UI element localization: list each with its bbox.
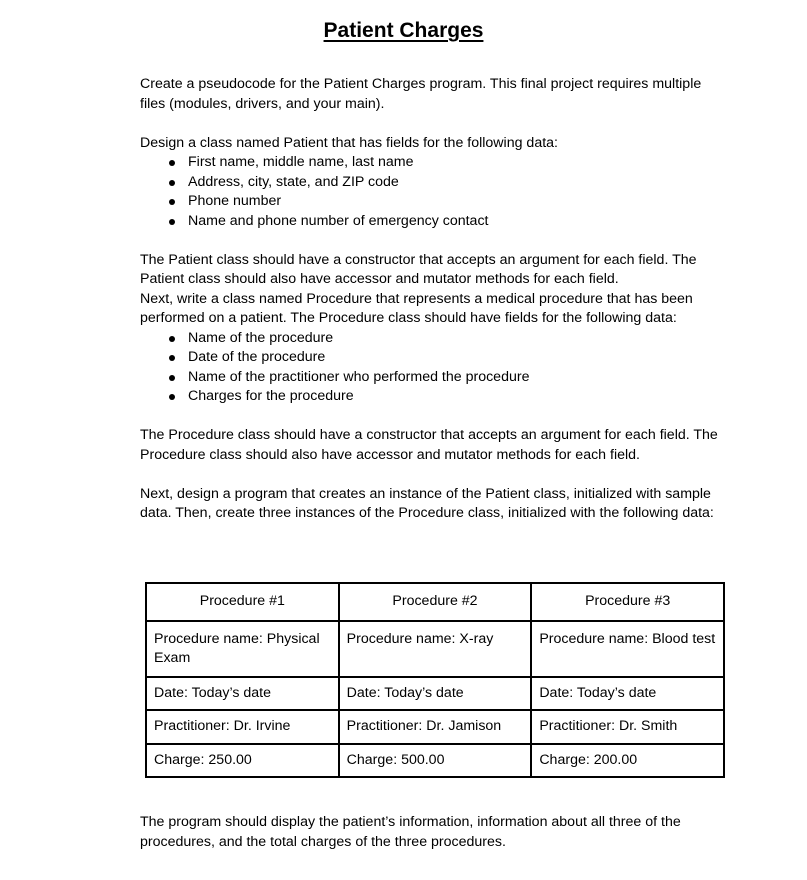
list-item: Name and phone number of emergency contact bbox=[140, 212, 730, 232]
list-item: First name, middle name, last name bbox=[140, 153, 730, 173]
table-cell: Charge: 200.00 bbox=[531, 744, 724, 778]
table-cell: Practitioner: Dr. Irvine bbox=[146, 710, 339, 744]
list-item: Phone number bbox=[140, 192, 730, 212]
closing-paragraph: The program should display the patient’s information, information about all three of the procedures, and the total charges of the three procedures. bbox=[140, 814, 681, 850]
table-header-row bbox=[146, 583, 724, 621]
table-cell: Date: Today’s date bbox=[531, 677, 724, 711]
procedure-fields-list bbox=[140, 329, 730, 407]
table-cell: Date: Today’s date bbox=[339, 677, 532, 711]
page-title-text: Patient Charges bbox=[323, 19, 484, 42]
table-row bbox=[146, 621, 724, 677]
table-cell: Procedure name: Blood test bbox=[531, 621, 724, 677]
table-cell: Date: Today’s date bbox=[146, 677, 339, 711]
page-title bbox=[0, 17, 807, 45]
intro-paragraph: Create a pseudocode for the Patient Charges program. This final project requires multiple files (modules, drivers, and your main). bbox=[140, 76, 702, 112]
list-item: Name of the procedure bbox=[140, 329, 730, 349]
table-row bbox=[146, 710, 724, 744]
table-header-cell: Procedure #1 bbox=[146, 583, 339, 621]
table-row bbox=[146, 744, 724, 778]
procedure-lead-paragraph: Next, write a class named Procedure that represents a medical procedure that has been performed on a patient. The Procedure class should have fields for the following data: bbox=[140, 290, 693, 326]
table-header-cell: Procedure #2 bbox=[339, 583, 532, 621]
procedures-table bbox=[145, 582, 725, 778]
list-item: Name of the practitioner who performed the procedure bbox=[140, 368, 730, 388]
table-cell: Practitioner: Dr. Jamison bbox=[339, 710, 532, 744]
spacer bbox=[140, 114, 730, 134]
list-item: Date of the procedure bbox=[140, 348, 730, 368]
table-header-cell: Procedure #3 bbox=[531, 583, 724, 621]
patient-fields-list bbox=[140, 153, 730, 231]
table-cell: Procedure name: X-ray bbox=[339, 621, 532, 677]
list-item: Charges for the procedure bbox=[140, 387, 730, 407]
table-cell: Practitioner: Dr. Smith bbox=[531, 710, 724, 744]
list-item: Address, city, state, and ZIP code bbox=[140, 173, 730, 193]
procedure-constructor-paragraph: The Procedure class should have a constructor that accepts an argument for each field. The Procedure class should also have accessor and mutator methods for each field. bbox=[140, 427, 718, 463]
spacer bbox=[140, 231, 730, 251]
document-body bbox=[140, 75, 730, 524]
table-cell: Charge: 500.00 bbox=[339, 744, 532, 778]
spacer bbox=[140, 465, 730, 485]
program-design-paragraph: Next, design a program that creates an instance of the Patient class, initialized with sample data. Then, create three instances of the Procedure class, initialized with the following data: bbox=[140, 485, 714, 521]
table-row bbox=[146, 677, 724, 711]
table-cell: Procedure name: Physical Exam bbox=[146, 621, 339, 677]
patient-constructor-paragraph: The Patient class should have a constructor that accepts an argument for each field. The Patient class should also have accessor and mutator methods for each field. bbox=[140, 251, 697, 287]
spacer bbox=[140, 407, 730, 427]
patient-lead-paragraph: Design a class named Patient that has fields for the following data: bbox=[140, 134, 558, 151]
table-cell: Charge: 250.00 bbox=[146, 744, 339, 778]
